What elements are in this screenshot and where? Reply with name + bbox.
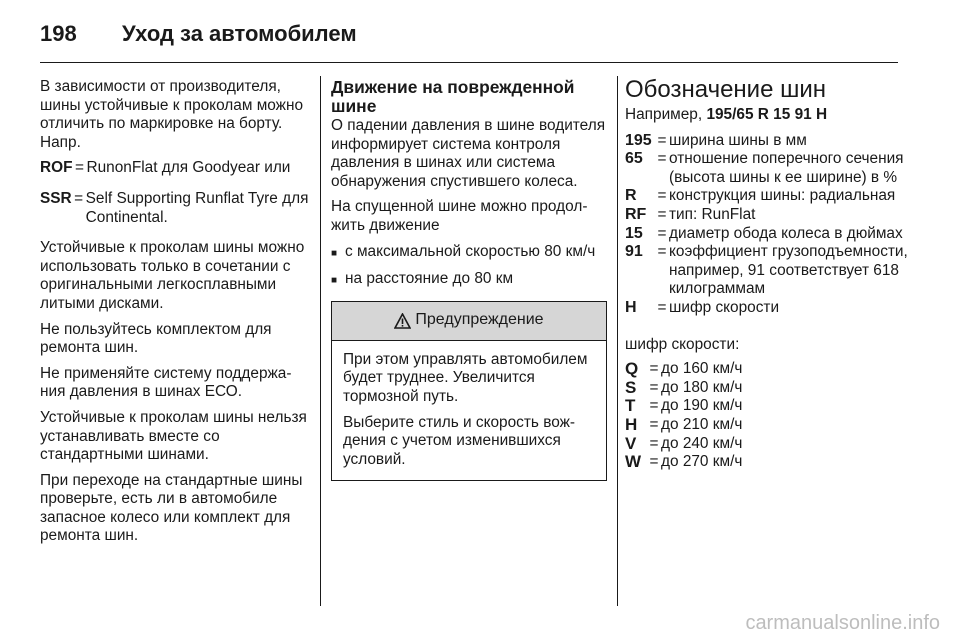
code-value: отношение поперечного сечения (высота шины к ее ширине) в % xyxy=(669,150,904,186)
paragraph: Устойчивые к проколам шины можно использовать только в сочетании с оригинальными легкосплавными литыми дисками. xyxy=(40,239,305,312)
square-bullet-icon: ■ xyxy=(331,275,338,287)
warning-paragraph: Выберите стиль и скорость вождения с учетом изменившихся условий. xyxy=(343,413,576,468)
column-right xyxy=(625,78,910,472)
definition-equals: = xyxy=(75,159,84,177)
code-equals: = xyxy=(657,187,667,205)
watermark: carmanualsonline.info xyxy=(745,612,940,634)
code-equals: = xyxy=(657,131,667,149)
section-heading: Обозначение шин xyxy=(625,76,827,103)
speed-equals: = xyxy=(649,360,659,378)
tire-code-list xyxy=(625,132,910,318)
speed-key: Q xyxy=(625,359,639,379)
page-number: 198 xyxy=(40,21,77,46)
speed-key: V xyxy=(625,433,637,453)
definition-value: Self Supporting Runflat Tyre для Continental. xyxy=(85,189,309,226)
paragraph: Не пользуйтесь комплектом для ремонта шин. xyxy=(40,320,272,357)
column-middle xyxy=(331,78,607,481)
paragraph: О падении давления в шине водителя информирует система контроля давления в шинах или система обнаружения спустившего колеса. xyxy=(331,117,606,190)
warning-body xyxy=(332,341,606,481)
code-value: конструкция шины: радиальная xyxy=(669,187,896,205)
speed-key: T xyxy=(625,396,636,416)
speed-equals: = xyxy=(649,453,659,471)
definition-key: ROF xyxy=(40,159,73,177)
definition-value: RunonFlat для Goodyear или xyxy=(86,159,291,177)
speed-key: H xyxy=(625,414,638,434)
speed-code-title: шифр скорости: xyxy=(625,335,740,353)
speed-key: W xyxy=(625,452,642,472)
warning-title: Предупреждение xyxy=(415,311,544,329)
column-divider-1 xyxy=(320,76,321,606)
definition-equals: = xyxy=(74,189,84,207)
code-value: ширина шины в мм xyxy=(669,131,807,149)
speed-equals: = xyxy=(649,434,659,452)
code-key: 15 xyxy=(625,224,643,242)
example-line xyxy=(625,106,910,125)
paragraph: Устойчивые к проколам шины нельзя устанавливать вместе со стандартными шинами. xyxy=(40,408,307,464)
list-item xyxy=(331,243,607,264)
definition-key: SSR xyxy=(40,189,72,207)
code-equals: = xyxy=(657,224,667,242)
warning-box xyxy=(331,301,607,482)
code-equals: = xyxy=(657,298,667,316)
header-rule xyxy=(40,62,898,63)
code-key: 91 xyxy=(625,243,643,261)
column-divider-2 xyxy=(617,76,618,606)
speed-key: S xyxy=(625,377,637,397)
speed-value: до 210 км/ч xyxy=(661,415,743,433)
speed-value: до 270 км/ч xyxy=(661,453,743,471)
list-item xyxy=(331,270,607,291)
page-header xyxy=(40,14,357,54)
warning-paragraph: При этом управлять автомобилем будет труднее. Увеличится тормозной путь. xyxy=(343,350,588,405)
speed-value: до 190 км/ч xyxy=(661,397,743,415)
paragraph: Не применяйте систему поддержания давления в шинах ЕСО. xyxy=(40,364,292,401)
speed-value: до 180 км/ч xyxy=(661,378,743,396)
code-key: H xyxy=(625,298,637,316)
speed-equals: = xyxy=(649,397,659,415)
page-title: Уход за автомобилем xyxy=(122,21,357,46)
paragraph: При переходе на стандартные шины проверьте, есть ли в автомобиле запасное колесо или комплект для ремонта шин. xyxy=(40,471,303,545)
code-value: коэффициент грузоподъемности, например, 91 соответствует 618 килограммам xyxy=(669,243,908,298)
code-key: RF xyxy=(625,205,647,223)
example-code: 195/65 R 15 91 H xyxy=(706,106,828,123)
list-item-text: на расстояние до 80 км xyxy=(345,270,514,288)
code-value: тип: RunFlat xyxy=(669,205,756,223)
code-value: шифр скорости xyxy=(669,298,780,316)
code-equals: = xyxy=(657,243,667,261)
speed-value: до 160 км/ч xyxy=(661,360,743,378)
speed-equals: = xyxy=(649,378,659,396)
definition-rof xyxy=(40,159,310,178)
example-label: Например, xyxy=(625,106,703,123)
code-key: 195 xyxy=(625,131,652,149)
code-equals: = xyxy=(657,205,667,223)
paragraph: На спущенной шине можно продолжить движение xyxy=(331,198,588,234)
list-item-text: с максимальной скоростью 80 км/ч xyxy=(345,242,596,260)
speed-value: до 240 км/ч xyxy=(661,434,743,452)
column-left xyxy=(40,78,310,553)
square-bullet-icon: ■ xyxy=(331,247,338,259)
code-key: R xyxy=(625,187,637,205)
warning-header xyxy=(332,302,606,341)
speed-equals: = xyxy=(649,415,659,433)
code-key: 65 xyxy=(625,150,643,168)
section-heading: Движение на поврежденной шине xyxy=(331,77,575,116)
speed-code-list xyxy=(625,360,910,472)
warning-triangle-icon xyxy=(394,313,411,329)
intro-paragraph: В зависимости от производителя, шины устойчивые к проколам можно отличить по маркировке на борту. Напр. xyxy=(40,78,304,151)
code-value: диаметр обода колеса в дюймах xyxy=(669,224,903,242)
code-equals: = xyxy=(657,150,667,168)
definition-ssr xyxy=(40,190,310,227)
